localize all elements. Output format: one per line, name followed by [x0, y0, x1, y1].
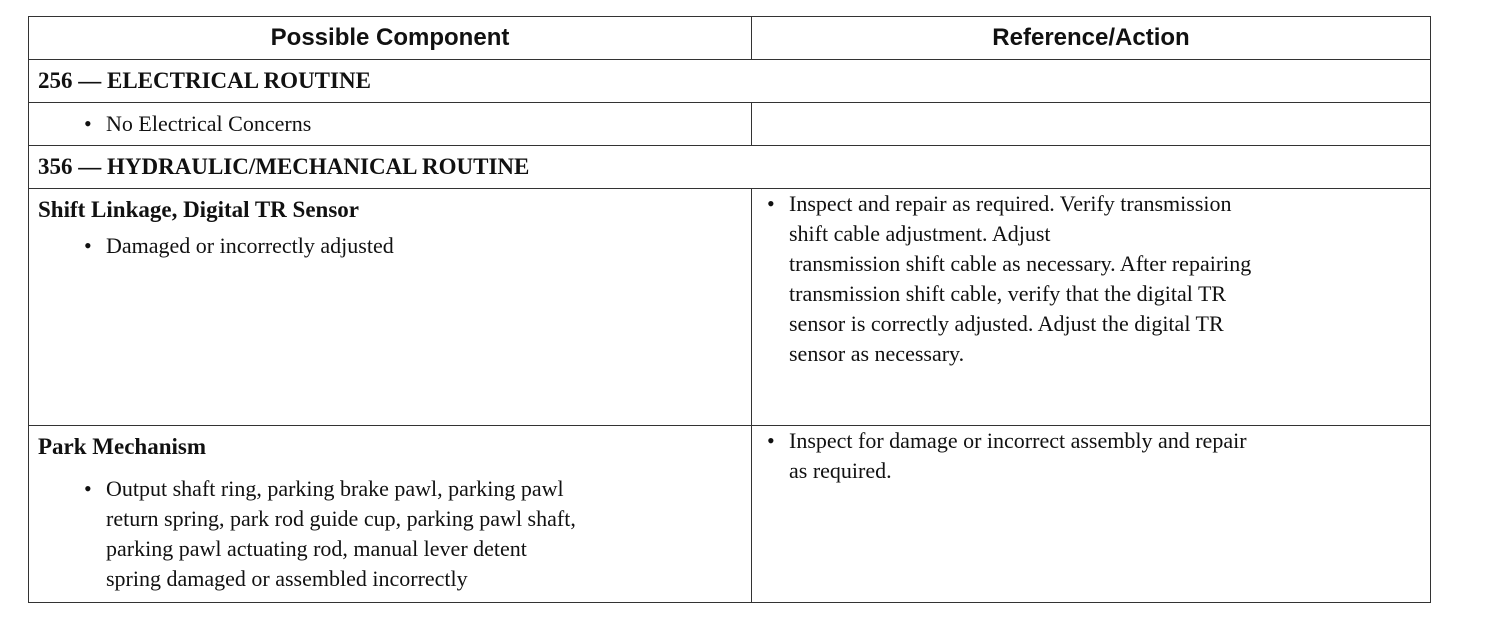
table-header-row — [29, 17, 1431, 60]
bullet-item — [752, 189, 1430, 369]
text-line: Output shaft ring, parking brake pawl, parking pawl — [106, 476, 564, 501]
section-row-hydraulic — [29, 146, 1431, 189]
table-row — [29, 426, 1431, 603]
shift-action-text — [789, 189, 1251, 369]
action-cell — [752, 189, 1431, 426]
bullet-item — [29, 231, 751, 261]
text-line: spring damaged or assembled incorrectly — [106, 566, 468, 591]
table-row — [29, 103, 1431, 146]
bullet-item — [752, 426, 1430, 486]
park-action-text — [789, 426, 1247, 486]
text-line: Inspect for damage or incorrect assembly and repair — [789, 428, 1247, 453]
header-reference-action: Reference/Action — [752, 17, 1431, 60]
bullet-glyph: • — [767, 191, 775, 216]
table-row — [29, 189, 1431, 426]
bullet-item — [29, 474, 751, 594]
component-cell — [29, 103, 752, 146]
section-row-electrical — [29, 60, 1431, 103]
text-line: Inspect and repair as required. Verify transmission — [789, 191, 1232, 216]
text-line: return spring, park rod guide cup, parking pawl shaft, — [106, 506, 576, 531]
park-group-title: Park Mechanism — [38, 434, 207, 459]
bullet-glyph: • — [84, 476, 92, 501]
diagnostic-table — [28, 16, 1431, 603]
component-cell — [29, 426, 752, 603]
component-cell — [29, 189, 752, 426]
section-title-hydraulic: 356 — HYDRAULIC/MECHANICAL ROUTINE — [29, 146, 1431, 189]
shift-group-title: Shift Linkage, Digital TR Sensor — [38, 197, 359, 222]
text-line: transmission shift cable, verify that the digital TR — [789, 281, 1227, 306]
header-possible-component: Possible Component — [29, 17, 752, 60]
bullet-glyph: • — [84, 111, 92, 136]
electrical-item-text: No Electrical Concerns — [106, 111, 312, 136]
section-title-electrical: 256 — ELECTRICAL ROUTINE — [29, 60, 1431, 103]
park-item-text — [106, 474, 576, 594]
text-line: parking pawl actuating rod, manual lever detent — [106, 536, 527, 561]
text-line: shift cable adjustment. Adjust — [789, 221, 1051, 246]
shift-item-text: Damaged or incorrectly adjusted — [106, 233, 394, 258]
bullet-glyph: • — [767, 428, 775, 453]
text-line: transmission shift cable as necessary. After repairing — [789, 251, 1252, 276]
action-cell — [752, 426, 1431, 603]
text-line: sensor is correctly adjusted. Adjust the digital TR — [789, 311, 1224, 336]
action-cell — [752, 103, 1431, 146]
bullet-glyph: • — [84, 233, 92, 258]
text-line: sensor as necessary. — [789, 341, 965, 366]
bullet-item — [29, 109, 751, 139]
text-line: as required. — [789, 458, 892, 483]
